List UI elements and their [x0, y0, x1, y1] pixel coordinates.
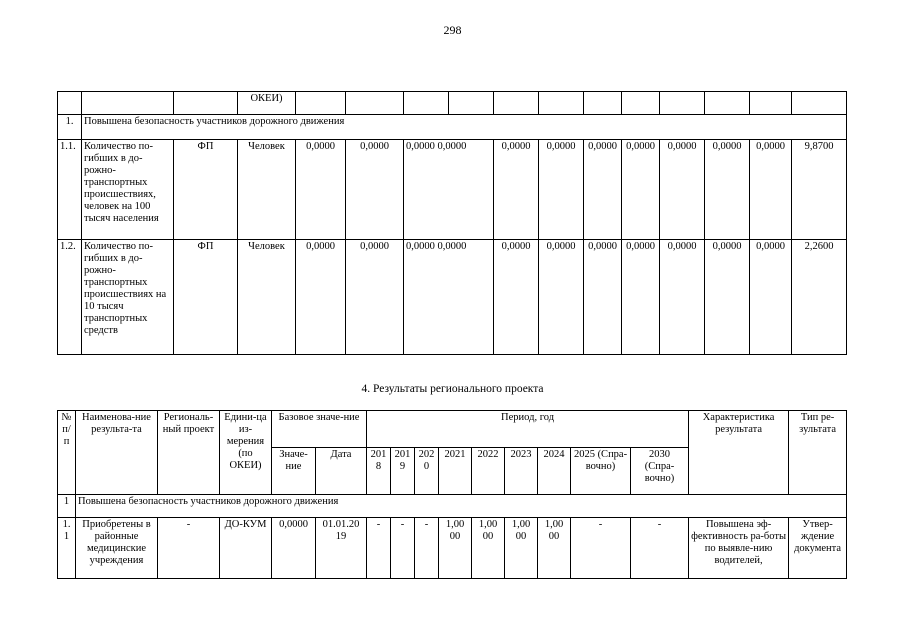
- header-cell: [622, 92, 660, 115]
- value-cell: 9,8700: [792, 140, 847, 240]
- value-cell: 0,0000: [705, 140, 750, 240]
- result-year-value: -: [415, 518, 439, 579]
- header-name: Наименова-ние результа-та: [76, 411, 158, 495]
- value-cell: 0,0000: [296, 240, 346, 355]
- header-cell: [174, 92, 238, 115]
- table-row: [58, 518, 847, 579]
- section-title: Повышена безопасность участников дорожного движения: [76, 495, 847, 518]
- value-cell: 0,0000: [750, 140, 792, 240]
- section-row: [58, 115, 847, 140]
- value-cell: 0,0000: [539, 140, 584, 240]
- value-cell: 0,0000: [346, 240, 404, 355]
- header-year: 2021: [439, 448, 472, 495]
- page-number: 298: [443, 23, 462, 37]
- header-year: 2025 (Спра-вочно): [571, 448, 631, 495]
- value-cell: 0,0000: [539, 240, 584, 355]
- result-year-value: 1,00 00: [538, 518, 571, 579]
- value-cell: 0,0000: [622, 240, 660, 355]
- table-header-row: [58, 92, 847, 115]
- table-header-row: [58, 411, 847, 448]
- header-cell: [705, 92, 750, 115]
- section-heading: 4. Результаты регионального проекта: [361, 383, 544, 395]
- header-year: 201 9: [391, 448, 415, 495]
- indicator-level: ФП: [174, 140, 238, 240]
- row-number: 1.2.: [58, 240, 82, 355]
- header-cell: [449, 92, 494, 115]
- value-pair-cell: [404, 140, 494, 240]
- value-cell: 0,0000: [406, 141, 435, 152]
- header-cell: [660, 92, 705, 115]
- indicators-table: [57, 91, 847, 355]
- result-regional: -: [158, 518, 220, 579]
- header-type: Тип ре-зультата: [789, 411, 847, 495]
- value-cell: 0,0000: [296, 140, 346, 240]
- indicator-unit: Человек: [238, 240, 296, 355]
- indicator-name: Количество по-гибших в до-рожно-транспортных происшествиях на 10 тысяч транспортных средств: [82, 240, 174, 355]
- header-base-value: Значе-ние: [272, 448, 316, 495]
- result-year-value: -: [367, 518, 391, 579]
- value-cell: 0,0000: [346, 140, 404, 240]
- value-cell: 0,0000: [660, 140, 705, 240]
- value-cell: 0,0000: [622, 140, 660, 240]
- results-table: [57, 410, 847, 579]
- header-cell: ОКЕИ): [238, 92, 296, 115]
- header-cell: [82, 92, 174, 115]
- header-year: 202 0: [415, 448, 439, 495]
- header-characteristic: Характеристика результата: [689, 411, 789, 495]
- value-cell: 0,0000: [750, 240, 792, 355]
- header-cell: [792, 92, 847, 115]
- value-cell: 0,0000: [494, 240, 539, 355]
- row-number: 1.1.: [58, 140, 82, 240]
- value-cell: 0,0000: [705, 240, 750, 355]
- header-year: 2024: [538, 448, 571, 495]
- header-cell: [346, 92, 404, 115]
- value-pair-cell: [404, 240, 494, 355]
- value-cell: 0,0000: [584, 140, 622, 240]
- value-cell: 0,0000: [494, 140, 539, 240]
- result-unit: ДО-КУМ: [220, 518, 272, 579]
- value-cell: 0,0000: [584, 240, 622, 355]
- header-cell: [404, 92, 449, 115]
- header-period: Период, год: [367, 411, 689, 448]
- indicator-level: ФП: [174, 240, 238, 355]
- value-cell: 0,0000: [437, 141, 467, 152]
- value-cell: 0,0000: [437, 241, 467, 252]
- header-regional: Региональ-ный проект: [158, 411, 220, 495]
- section-row: [58, 495, 847, 518]
- indicator-unit: Человек: [238, 140, 296, 240]
- result-type: Утвер-ждение документа: [789, 518, 847, 579]
- result-base-date: 01.01.20 19: [316, 518, 367, 579]
- header-year: 2030 (Спра-вочно): [631, 448, 689, 495]
- header-year: 2022: [472, 448, 505, 495]
- result-base-value: 0,0000: [272, 518, 316, 579]
- value-cell: 0,0000: [660, 240, 705, 355]
- result-year-value: 1,00 00: [472, 518, 505, 579]
- result-year-value: -: [571, 518, 631, 579]
- header-base: Базовое значе-ние: [272, 411, 367, 448]
- value-cell: 2,2600: [792, 240, 847, 355]
- header-cell: [584, 92, 622, 115]
- section-number: 1: [58, 495, 76, 518]
- value-cell: 0,0000: [406, 241, 435, 252]
- indicator-name: Количество по-гибших в до-рожно-транспортных происшествиях, человек на 100 тысяч населения: [82, 140, 174, 240]
- header-base-date: Дата: [316, 448, 367, 495]
- result-characteristic: Повышена эф-фективность ра-боты по выявле-нию водителей,: [689, 518, 789, 579]
- table-row: [58, 240, 847, 355]
- header-unit: Едини-ца из-мерения (по ОКЕИ): [220, 411, 272, 495]
- header-cell: [58, 92, 82, 115]
- header-cell: [750, 92, 792, 115]
- header-num: № п/п: [58, 411, 76, 495]
- result-year-value: 1,00 00: [439, 518, 472, 579]
- result-year-value: -: [391, 518, 415, 579]
- header-year: 201 8: [367, 448, 391, 495]
- result-year-value: -: [631, 518, 689, 579]
- header-cell: [539, 92, 584, 115]
- result-year-value: 1,00 00: [505, 518, 538, 579]
- row-number: 1. 1: [58, 518, 76, 579]
- result-name: Приобретены в районные медицинские учреждения: [76, 518, 158, 579]
- header-cell: [296, 92, 346, 115]
- section-title: Повышена безопасность участников дорожного движения: [82, 115, 847, 140]
- header-year: 2023: [505, 448, 538, 495]
- section-number: 1.: [58, 115, 82, 140]
- header-cell: [494, 92, 539, 115]
- table-row: [58, 140, 847, 240]
